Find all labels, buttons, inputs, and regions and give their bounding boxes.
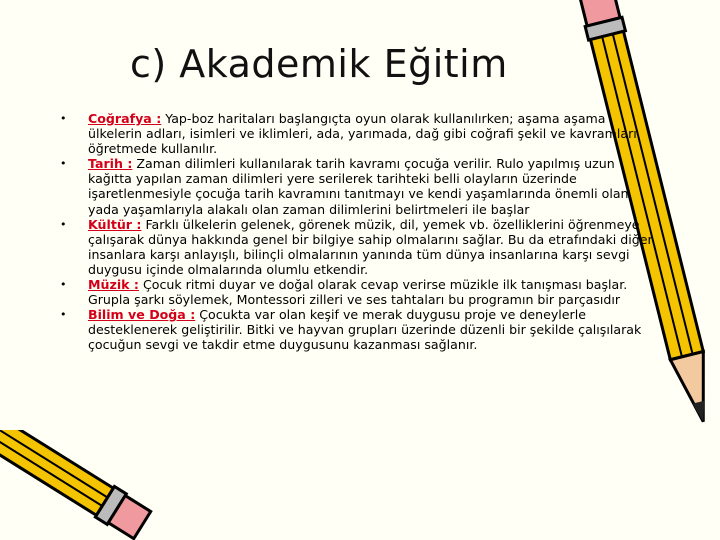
slide-title: c) Akademik Eğitim <box>130 42 508 86</box>
bullet-icon: • <box>60 157 67 171</box>
item-term: Kültür : <box>88 216 142 232</box>
pencil-icon <box>0 430 170 540</box>
bullet-icon: • <box>60 217 67 231</box>
list-item <box>60 111 660 156</box>
list-item <box>60 277 660 307</box>
item-text: Zaman dilimleri kullanılarak tarih kavramı çocuğa verilir. Rulo yapılmış uzun kağıtta yapılan zaman dilimleri yere serilerek tarihteki belli olayların üzerinde işaretlenmesiyle çocuğa tarih kavramını tanıtmayı ve kendi yaşamlarında önemli olan yada yaşamlarıyla alakalı olan zaman dilimlerini belirtmeleri ile başlar <box>88 156 629 217</box>
item-text: Yap-boz haritaları başlangıçta oyun olarak kullanılırken; aşama aşama ülkelerin adları, isimleri ve iklimleri, ada, yarımada, dağ gibi coğrafi şekil ve kavramları öğretmede kullanılır. <box>88 111 637 157</box>
bullet-list <box>60 111 660 353</box>
item-term: Bilim ve Doğa : <box>88 307 196 323</box>
item-term: Tarih : <box>88 156 133 172</box>
list-item <box>60 307 660 352</box>
item-text: Çocuk ritmi duyar ve doğal olarak cevap verirse müzikle ilk tanışması başlar. Grupla şarkı söylemek, Montessori zilleri ve ses tahtaları bu programın bir parçasıdır <box>88 277 628 308</box>
bullet-icon: • <box>60 112 67 125</box>
item-term: Coğrafya : <box>88 111 162 126</box>
bullet-icon: • <box>60 308 67 322</box>
item-text: Farklı ülkelerin gelenek, görenek müzik, dil, yemek vb. özelliklerini öğrenmeye çalışarak dünya hakkında genel bir bilgiye sahip olmalarını sağlar. Bu da etrafındaki diğer insanlara karşı anlayışlı, bilinçli olmalarının yanında tüm dünya insanlarına karşı sevgi duygusu içinde olmalarında olumlu etkendir. <box>88 216 653 277</box>
list-item <box>60 217 660 277</box>
bullet-icon: • <box>60 278 67 292</box>
item-term: Müzik : <box>88 277 139 293</box>
list-item <box>60 156 660 216</box>
item-text: Çocukta var olan keşif ve merak duygusu proje ve deneylerle desteklenerek geliştirilir. Bitki ve hayvan grupları üzerinde düzenli bir şekilde çalışılarak çocuğun sevgi ve takdir etme duygusunu kazanması sağlanır. <box>88 307 642 353</box>
